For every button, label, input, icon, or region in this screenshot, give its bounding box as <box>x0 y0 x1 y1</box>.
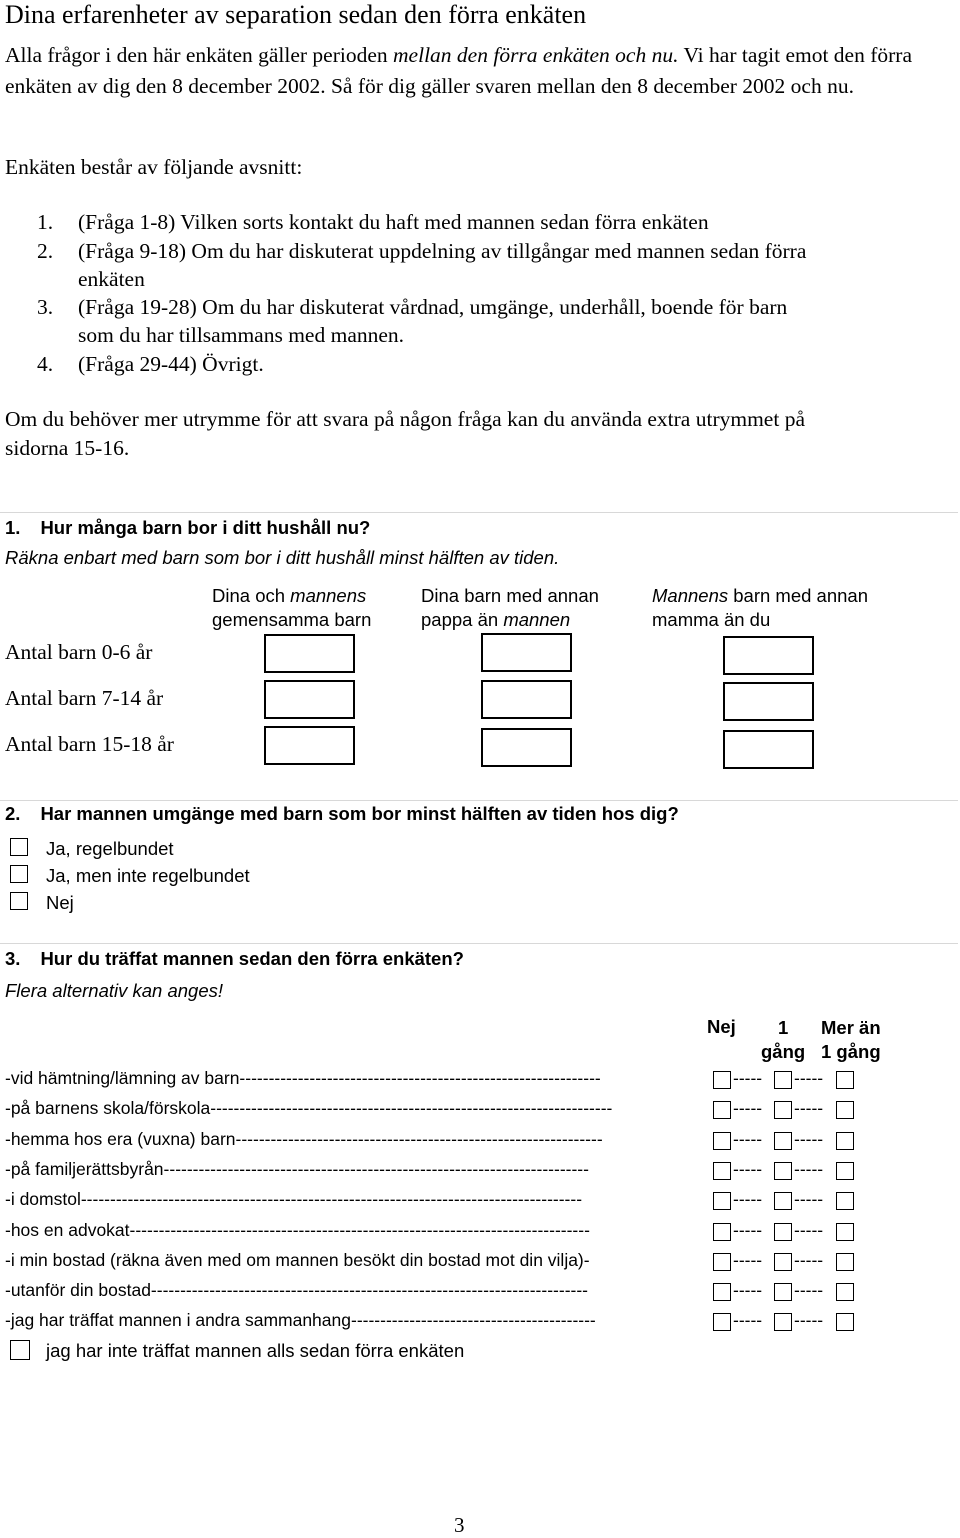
q1-column-header-his <box>652 584 868 632</box>
section-text-2: (Fråga 9-18) Om du har diskuterat uppdelning av tillgångar med mannen sedan förra <box>78 239 807 263</box>
q3-checkbox-more[interactable] <box>836 1192 854 1210</box>
q3-checkbox-once[interactable] <box>774 1071 792 1089</box>
q1-col1-text-cont: gemensamma barn <box>212 609 372 630</box>
q3-checkbox-more[interactable] <box>836 1283 854 1301</box>
q2-checkbox-regular[interactable] <box>10 838 28 856</box>
q1-row-label-7-14: Antal barn 7-14 år <box>5 686 164 710</box>
q3-checkbox-no[interactable] <box>713 1162 731 1180</box>
q1-col2-text-cont: pappa än <box>421 609 504 630</box>
q1-col1-text: Dina och <box>212 585 291 606</box>
q3-row-label: -i min bostad (räkna även med om mannen besökt din bostad mot din vilja)- <box>5 1250 590 1270</box>
q3-checkbox-more[interactable] <box>836 1101 854 1119</box>
section-text-3-cont: som du har tillsammans med mannen. <box>78 323 405 347</box>
section-text-4: (Fråga 29-44) Övrigt. <box>78 352 264 376</box>
q3-col-header-more <box>821 1016 881 1064</box>
q3-checkbox-more[interactable] <box>836 1071 854 1089</box>
q2-option-regular: Ja, regelbundet <box>46 838 174 859</box>
q3-checkbox-once[interactable] <box>774 1283 792 1301</box>
q3-row-separator: ----- <box>794 1129 824 1149</box>
q3-row-separator: ----- <box>794 1250 824 1270</box>
q3-row-separator: ----- <box>733 1159 763 1179</box>
q3-row-separator: ----- <box>794 1189 824 1209</box>
q1-input-joint-7-14[interactable] <box>264 680 355 719</box>
q1-col2-emphasis: mannen <box>503 609 571 630</box>
q3-checkbox-more[interactable] <box>836 1253 854 1271</box>
q3-row-label: -hemma hos era (vuxna) barn--------------------------------------------------------------- <box>5 1129 603 1149</box>
page-number: 3 <box>454 1513 465 1537</box>
q1-input-his-7-14[interactable] <box>723 682 814 721</box>
q1-input-yours-7-14[interactable] <box>481 680 572 719</box>
q3-row-separator: ----- <box>733 1220 763 1240</box>
q3-checkbox-no[interactable] <box>713 1283 731 1301</box>
q3-row-separator: ----- <box>794 1310 824 1330</box>
q1-input-yours-0-6[interactable] <box>481 633 572 672</box>
q3-row-separator: ----- <box>794 1159 824 1179</box>
section-text-3: (Fråga 19-28) Om du har diskuterat vårdnad, umgänge, underhåll, boende för barn <box>78 295 788 319</box>
section-num-2: 2. <box>37 239 54 263</box>
q3-row-separator: ----- <box>733 1280 763 1300</box>
q1-col3-text-cont: mamma än du <box>652 609 771 630</box>
q3-checkbox-no[interactable] <box>713 1192 731 1210</box>
q3-checkbox-not-met[interactable] <box>10 1340 30 1360</box>
q3-col-more-line1: Mer än <box>821 1017 881 1038</box>
q3-row-label: -i domstol-------------------------------------------------------------------------------------- <box>5 1189 583 1209</box>
section-text-2-cont: enkäten <box>78 267 145 291</box>
q1-question: Hur många barn bor i ditt hushåll nu? <box>40 517 371 538</box>
q3-row-label: -vid hämtning/lämning av barn-------------------------------------------------------------- <box>5 1068 601 1088</box>
q1-col2-text: Dina barn med annan <box>421 585 599 606</box>
q3-row-separator: ----- <box>733 1068 763 1088</box>
q1-col3-text: barn med annan <box>728 585 868 606</box>
q3-row-label: -på barnens skola/förskola--------------------------------------------------------------------- <box>5 1098 613 1118</box>
q1-input-joint-0-6[interactable] <box>264 634 355 673</box>
divider <box>0 800 958 801</box>
q3-checkbox-no[interactable] <box>713 1223 731 1241</box>
q3-row-separator: ----- <box>733 1129 763 1149</box>
section-num-1: 1. <box>37 210 54 234</box>
q3-checkbox-once[interactable] <box>774 1101 792 1119</box>
q3-col-more-line2: 1 gång <box>821 1041 881 1062</box>
extra-space-note-cont: sidorna 15-16. <box>5 436 130 460</box>
divider <box>0 943 958 944</box>
q1-input-his-15-18[interactable] <box>723 730 814 769</box>
section-num-4: 4. <box>37 352 54 376</box>
q3-row-separator: ----- <box>794 1220 824 1240</box>
q1-row-label-15-18: Antal barn 15-18 år <box>5 732 174 756</box>
q3-checkbox-once[interactable] <box>774 1192 792 1210</box>
intro-paragraph <box>5 40 950 102</box>
q1-input-his-0-6[interactable] <box>723 636 814 675</box>
q2-number: 2. <box>5 803 21 824</box>
q3-number: 3. <box>5 948 21 969</box>
q1-col3-emphasis: Mannens <box>652 585 729 606</box>
intro-text-emphasis: mellan den förra enkäten och nu. <box>393 43 679 67</box>
q3-row-separator: ----- <box>733 1250 763 1270</box>
q3-checkbox-more[interactable] <box>836 1132 854 1150</box>
q3-row-separator: ----- <box>794 1068 824 1088</box>
intro-text-a: Alla frågor i den här enkäten gäller perioden <box>5 43 394 67</box>
q3-col-header-no: Nej <box>707 1016 736 1037</box>
q3-row-separator: ----- <box>794 1098 824 1118</box>
q3-row-label: -jag har träffat mannen i andra sammanhang------------------------------------------ <box>5 1310 596 1330</box>
q1-row-label-0-6: Antal barn 0-6 år <box>5 640 153 664</box>
q3-row-label: -hos en advokat------------------------------------------------------------------------------- <box>5 1220 590 1240</box>
q1-column-header-joint <box>212 584 371 632</box>
q3-checkbox-once[interactable] <box>774 1223 792 1241</box>
q3-title <box>5 948 464 970</box>
q3-row-separator: ----- <box>733 1310 763 1330</box>
q2-checkbox-no[interactable] <box>10 892 28 910</box>
q1-input-joint-15-18[interactable] <box>264 726 355 765</box>
q3-row-label: -på familjerättsbyrån------------------------------------------------------------------------- <box>5 1159 589 1179</box>
q3-checkbox-no[interactable] <box>713 1132 731 1150</box>
q3-checkbox-once[interactable] <box>774 1132 792 1150</box>
q1-col1-emphasis: mannens <box>290 585 367 606</box>
q1-input-yours-15-18[interactable] <box>481 728 572 767</box>
q3-option-not-met: jag har inte träffat mannen alls sedan förra enkäten <box>46 1340 465 1361</box>
q3-checkbox-once[interactable] <box>774 1162 792 1180</box>
sections-intro: Enkäten består av följande avsnitt: <box>5 155 303 179</box>
q3-col-once-line1: 1 <box>777 1017 789 1038</box>
q3-checkbox-once[interactable] <box>774 1313 792 1331</box>
q3-col-once-line2: gång <box>761 1041 806 1062</box>
q2-title <box>5 803 679 825</box>
q3-subtitle: Flera alternativ kan anges! <box>5 980 224 1001</box>
q3-checkbox-no[interactable] <box>713 1253 731 1271</box>
q2-option-no: Nej <box>46 892 74 913</box>
page-title: Dina erfarenheter av separation sedan den förra enkäten <box>5 0 587 29</box>
q3-checkbox-once[interactable] <box>774 1253 792 1271</box>
extra-space-note: Om du behöver mer utrymme för att svara på någon fråga kan du använda extra utrymmet på <box>5 407 805 431</box>
divider <box>0 512 958 513</box>
q3-row-separator: ----- <box>794 1280 824 1300</box>
q3-row-label: -utanför din bostad--------------------------------------------------------------------------- <box>5 1280 589 1300</box>
intro-text-b: Vi har tagit emot den förra enkäten av dig den 8 december 2002. Så för dig gäller svaren mellan den 8 december 2002 och nu. <box>5 43 912 98</box>
q3-checkbox-no[interactable] <box>713 1101 731 1119</box>
q3-checkbox-more[interactable] <box>836 1313 854 1331</box>
q3-checkbox-more[interactable] <box>836 1162 854 1180</box>
q3-checkbox-more[interactable] <box>836 1223 854 1241</box>
section-num-3: 3. <box>37 295 54 319</box>
section-text-1: (Fråga 1-8) Vilken sorts kontakt du haft med mannen sedan förra enkäten <box>78 210 709 234</box>
q3-row-separator: ----- <box>733 1189 763 1209</box>
q2-option-irregular: Ja, men inte regelbundet <box>46 865 250 886</box>
q3-checkbox-no[interactable] <box>713 1313 731 1331</box>
q3-row-separator: ----- <box>733 1098 763 1118</box>
q1-title <box>5 517 370 539</box>
q3-col-header-once <box>761 1016 805 1064</box>
q3-question: Hur du träffat mannen sedan den förra enkäten? <box>40 948 464 969</box>
q1-column-header-yours <box>421 584 599 632</box>
q1-number: 1. <box>5 517 21 538</box>
q3-checkbox-no[interactable] <box>713 1071 731 1089</box>
q2-checkbox-irregular[interactable] <box>10 865 28 883</box>
q1-subtitle: Räkna enbart med barn som bor i ditt hushåll minst hälften av tiden. <box>5 547 560 568</box>
q2-question: Har mannen umgänge med barn som bor minst hälften av tiden hos dig? <box>40 803 679 824</box>
